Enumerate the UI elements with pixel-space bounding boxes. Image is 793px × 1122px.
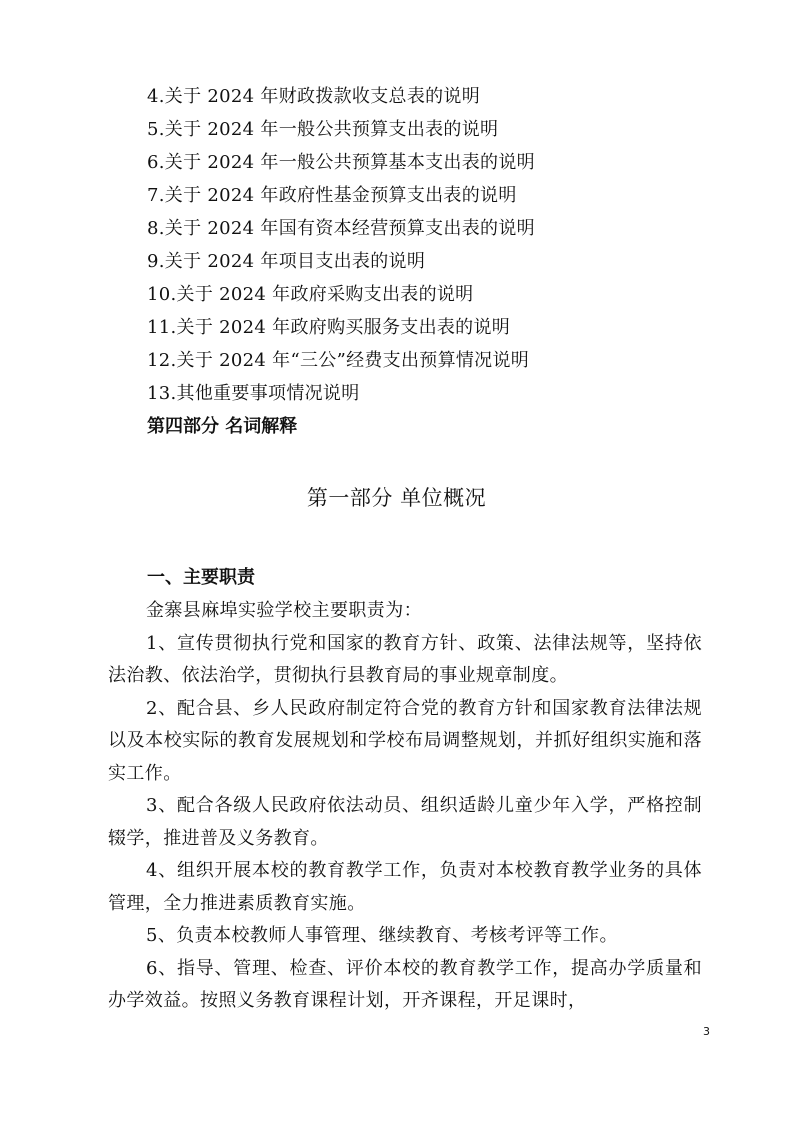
toc-part-four: 第四部分 名词解释 [147,416,298,437]
section-title: 第一部分 单位概况 [306,486,487,510]
toc-item: 10.关于 2024 年政府采购支出表的说明 [147,284,474,305]
paragraph: 4、组织开展本校的教育教学工作，负责对本校教育教学业务的具体管理，全力推进素质教育实施。 [108,860,702,914]
section-body [108,595,702,1018]
toc-item: 12.关于 2024 年“三公”经费支出预算情况说明 [147,350,530,371]
toc-item: 7.关于 2024 年政府性基金预算支出表的说明 [147,185,517,206]
section-heading: 一、主要职责 [147,567,255,588]
page-number: 3 [703,1025,710,1038]
toc-item: 13.其他重要事项情况说明 [147,383,360,404]
paragraph: 5、负责本校教师人事管理、继续教育、考核考评等工作。 [146,925,618,946]
paragraph: 3、配合各级人民政府依法动员、组织适龄儿童少年入学，严格控制辍学，推进普及义务教育。 [108,795,702,849]
table-of-contents [147,80,747,443]
paragraph: 1、宣传贯彻执行党和国家的教育方针、政策、法律法规等，坚持依法治教、依法治学，贯彻执行县教育局的事业规章制度。 [108,632,702,686]
toc-item: 4.关于 2024 年财政拨款收支总表的说明 [147,86,481,107]
toc-item: 8.关于 2024 年国有资本经营预算支出表的说明 [147,218,535,239]
toc-item: 9.关于 2024 年项目支出表的说明 [147,251,426,272]
paragraph: 6、指导、管理、检查、评价本校的教育教学工作，提高办学质量和办学效益。按照义务教育课程计划，开齐课程，开足课时， [108,957,702,1011]
toc-item: 6.关于 2024 年一般公共预算基本支出表的说明 [147,152,535,173]
paragraph: 2、配合县、乡人民政府制定符合党的教育方针和国家教育法律法规以及本校实际的教育发展规划和学校布局调整规划，并抓好组织实施和落实工作。 [108,697,702,784]
toc-item: 11.关于 2024 年政府购买服务支出表的说明 [147,317,511,338]
toc-item: 5.关于 2024 年一般公共预算支出表的说明 [147,119,499,140]
paragraph: 金寨县麻埠实验学校主要职责为： [146,600,422,621]
